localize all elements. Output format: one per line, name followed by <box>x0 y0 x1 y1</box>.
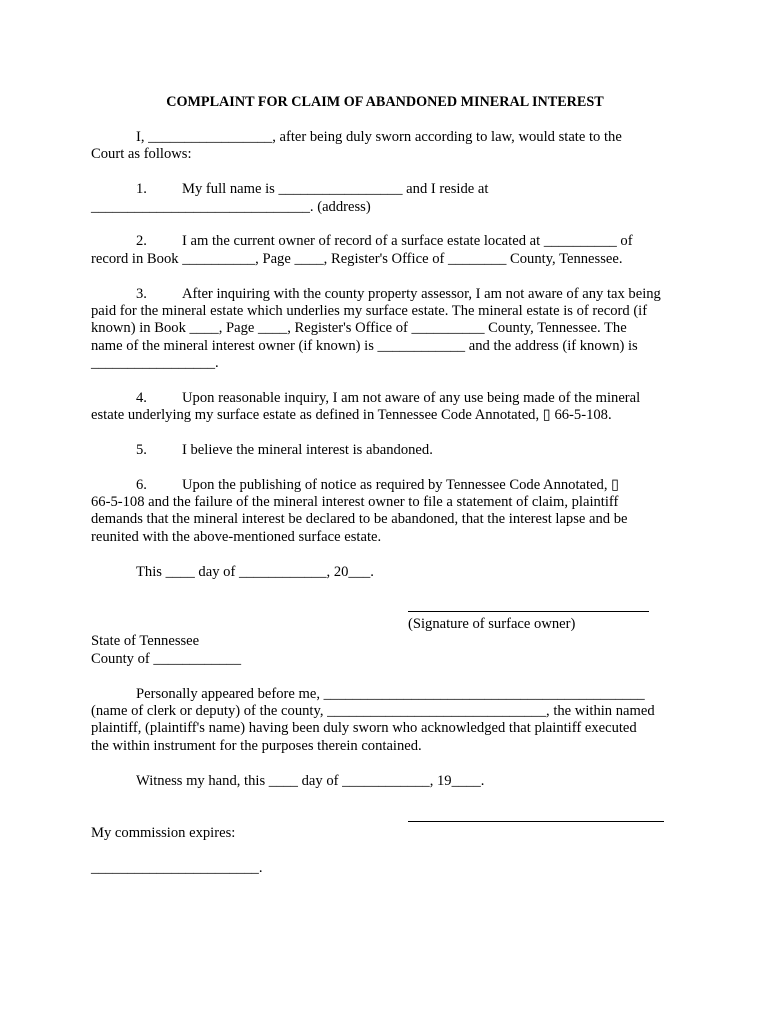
signature-line <box>408 611 649 612</box>
paragraph-1-line-1: My full name is _________________ and I reside at <box>182 181 489 197</box>
paragraph-3-number: 3. <box>136 286 147 302</box>
venue-county: County of ____________ <box>91 651 241 667</box>
paragraph-6-line-2: 66-5-108 and the failure of the mineral interest owner to file a statement of claim, plaintiff <box>91 494 619 510</box>
paragraph-4-line-1: Upon reasonable inquiry, I am not aware of any use being made of the mineral <box>182 390 641 406</box>
paragraph-6-line-4: reunited with the above-mentioned surface estate. <box>91 529 382 545</box>
intro-line-1: I, _________________, after being duly sworn according to law, would state to the <box>136 129 622 145</box>
paragraph-6-line-3: demands that the mineral interest be declared to be abandoned, that the interest lapse and be <box>91 511 628 527</box>
paragraph-3-line-2: paid for the mineral estate which underlies my surface estate. The mineral estate is of record (if <box>91 303 648 319</box>
paragraph-4-line-2: estate underlying my surface estate as defined in Tennessee Code Annotated, ▯ 66-5-108. <box>91 407 612 423</box>
venue-state: State of Tennessee <box>91 633 200 649</box>
paragraph-3-line-3: known) in Book ____, Page ____, Register's Office of __________ County, Tennessee. The <box>91 320 627 336</box>
paragraph-3-line-5: _________________. <box>91 355 219 371</box>
paragraph-5-number: 5. <box>136 442 147 458</box>
paragraph-3-line-4: name of the mineral interest owner (if known) is ____________ and the address (if known) is <box>91 338 638 354</box>
paragraph-5-line-1: I believe the mineral interest is abandoned. <box>182 442 433 458</box>
paragraph-2-line-2: record in Book __________, Page ____, Register's Office of ________ County, Tennessee. <box>91 251 623 267</box>
paragraph-1-line-2: ______________________________. (address) <box>91 199 371 215</box>
acknowledgment-line-3: plaintiff, (plaintiff's name) having been duly sworn who acknowledged that plaintiff executed <box>91 720 637 736</box>
paragraph-6-line-1: Upon the publishing of notice as required by Tennessee Code Annotated, ▯ <box>182 477 620 493</box>
witness-line: Witness my hand, this ____ day of ____________, 19____. <box>136 773 485 789</box>
paragraph-4-number: 4. <box>136 390 147 406</box>
paragraph-6-number: 6. <box>136 477 147 493</box>
document-title: COMPLAINT FOR CLAIM OF ABANDONED MINERAL INTEREST <box>166 94 604 110</box>
signature-caption: (Signature of surface owner) <box>408 616 576 632</box>
acknowledgment-line-1: Personally appeared before me, ____________________________________________ <box>136 686 645 702</box>
paragraph-1-number: 1. <box>136 181 147 197</box>
commission-blank: _______________________. <box>91 860 263 876</box>
paragraph-2-number: 2. <box>136 233 147 249</box>
paragraph-2-line-1: I am the current owner of record of a surface estate located at __________ of <box>182 233 633 249</box>
intro-line-2: Court as follows: <box>91 146 192 162</box>
dated-line: This ____ day of ____________, 20___. <box>136 564 374 580</box>
commission-label: My commission expires: <box>91 825 236 841</box>
notary-signature-line <box>408 821 664 822</box>
acknowledgment-line-4: the within instrument for the purposes therein contained. <box>91 738 422 754</box>
paragraph-3-line-1: After inquiring with the county property assessor, I am not aware of any tax being <box>182 286 661 302</box>
acknowledgment-line-2: (name of clerk or deputy) of the county, ______________________________, the within named <box>91 703 655 719</box>
